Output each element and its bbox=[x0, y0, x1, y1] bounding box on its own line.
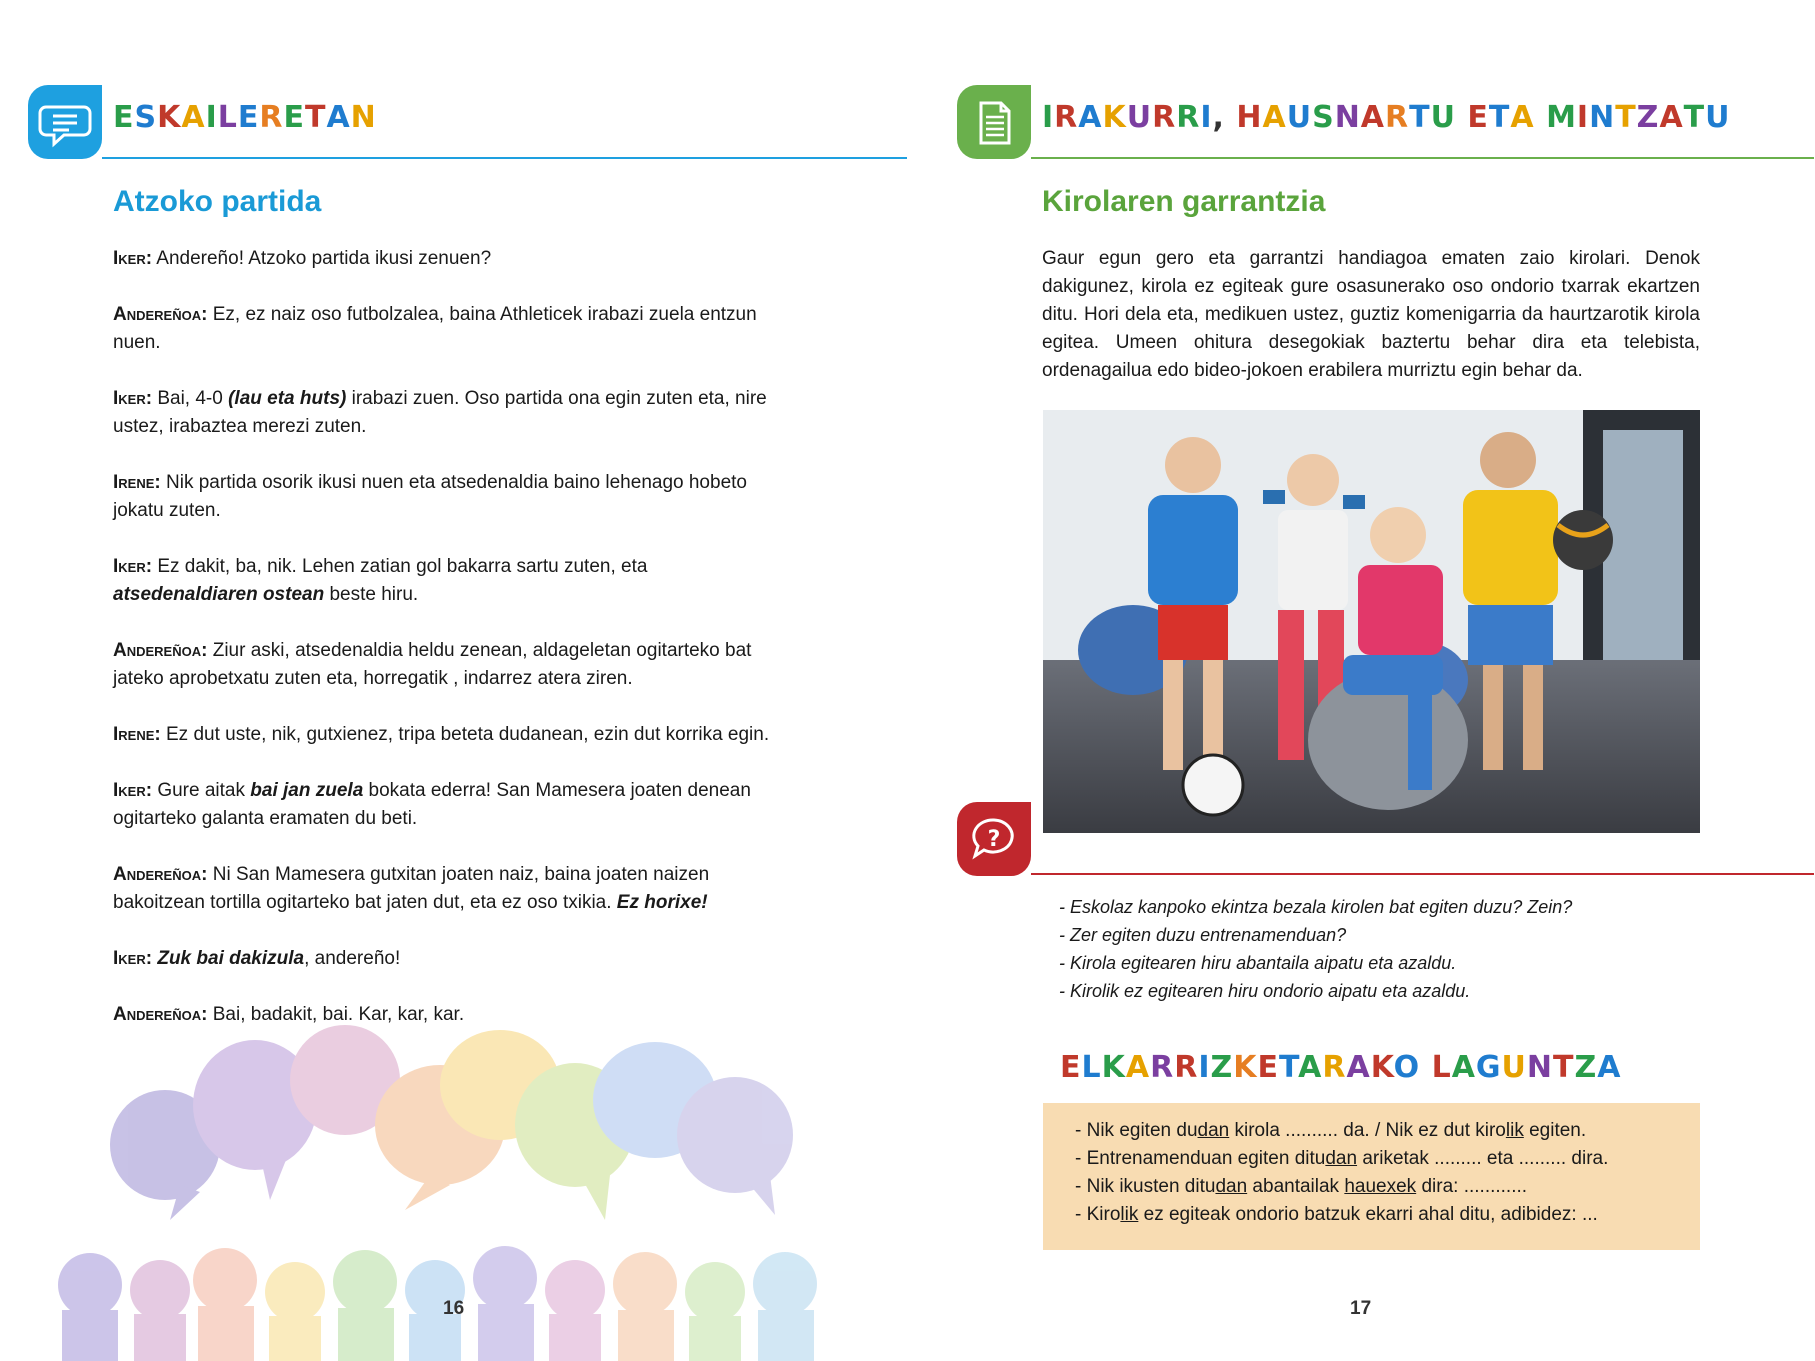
title-letter: N bbox=[350, 100, 377, 135]
emphasis-text: (lau eta huts) bbox=[228, 388, 347, 409]
section-title bbox=[1042, 100, 1731, 135]
title-letter: R bbox=[1054, 100, 1079, 135]
dialog-text: Andereño! Atzoko partida ikusi zenuen? bbox=[152, 248, 492, 269]
svg-text:?: ? bbox=[987, 827, 1001, 852]
dialog-text: Bai, 4-0 bbox=[152, 388, 229, 409]
dialog-turn bbox=[113, 301, 773, 357]
help-phrases bbox=[1075, 1117, 1608, 1229]
title-letter: O bbox=[1393, 1050, 1421, 1085]
speech-bubble-icon bbox=[28, 85, 102, 159]
dialog bbox=[113, 245, 773, 1057]
dialog-text: , andereño! bbox=[304, 948, 401, 969]
speaker-name: Iker: bbox=[113, 556, 153, 577]
dialog-text: Ez, ez naiz oso futbolzalea, baina Athleticek irabazi zuela entzun nuen. bbox=[113, 304, 757, 353]
title-letter: L bbox=[1431, 1050, 1452, 1085]
dialog-text: Bai, badakit, bai. Kar, kar, kar. bbox=[207, 1004, 465, 1025]
title-letter: S bbox=[1312, 100, 1335, 135]
help-text: - Kiro bbox=[1075, 1204, 1121, 1225]
title-letter: T bbox=[304, 100, 327, 135]
children-fitness-photo bbox=[1043, 410, 1700, 833]
title-letter: A bbox=[1597, 1050, 1622, 1085]
title-letter: R bbox=[1176, 100, 1201, 135]
title-letter bbox=[1456, 100, 1467, 135]
title-letter: A bbox=[1078, 100, 1103, 135]
speaker-name: Andereñoa: bbox=[113, 864, 208, 885]
dialog-text: Ez dakit, ba, nik. Lehen zatian gol bakarra sartu zuten, eta bbox=[152, 556, 648, 577]
speaker-name: Iker: bbox=[113, 248, 153, 269]
title-letter: K bbox=[1233, 1050, 1258, 1085]
intro-paragraph: Gaur egun gero eta garrantzi handiagoa ematen zaio kirolari. Denok dakigunez, kirola ez egiteak gure osasunerako oso ondorio txarrak ekartzen ditu. Hori dela eta, medikuen ustez, guztiz komenigarria da haurtzarotik kirola egitea. Umeen ohitura desegokiak baztertu behar dira eta telebista, ordenagailua edo bideo-jokoen erabilera murriztu egin behar da. bbox=[1042, 248, 1700, 381]
emphasis-text: bai jan zuela bbox=[250, 780, 364, 801]
page-heading: Atzoko partida bbox=[113, 185, 322, 218]
speaker-name: Iker: bbox=[113, 388, 153, 409]
help-phrase bbox=[1075, 1201, 1608, 1229]
help-text: ariketak ......... eta ......... dira. bbox=[1357, 1148, 1609, 1169]
underlined-suffix: dan bbox=[1197, 1120, 1230, 1141]
title-letter: A bbox=[181, 100, 206, 135]
section-rule bbox=[102, 157, 907, 159]
title-letter: R bbox=[1150, 1050, 1175, 1085]
title-letter: N bbox=[1526, 1050, 1554, 1085]
title-letter: A bbox=[1659, 100, 1684, 135]
speaker-name: Andereñoa: bbox=[113, 304, 208, 325]
title-letter: , bbox=[1212, 100, 1225, 135]
dialog-turn bbox=[113, 637, 773, 693]
dialog-turn bbox=[113, 777, 773, 833]
speaker-name: Iker: bbox=[113, 948, 153, 969]
title-letter: N bbox=[1589, 100, 1616, 135]
dialog-turn bbox=[113, 945, 773, 973]
emphasis-text: Ez horixe! bbox=[616, 892, 708, 913]
question-rule bbox=[1031, 873, 1814, 875]
title-letter: A bbox=[326, 100, 351, 135]
title-letter: E bbox=[1060, 1050, 1082, 1085]
title-letter bbox=[1535, 100, 1546, 135]
title-letter: R bbox=[1385, 100, 1410, 135]
discussion-questions bbox=[1059, 893, 1572, 1005]
title-letter: T bbox=[1488, 100, 1511, 135]
title-letter: A bbox=[1298, 1050, 1323, 1085]
title-letter: G bbox=[1475, 1050, 1502, 1085]
title-letter: L bbox=[217, 100, 238, 135]
help-text: kirola .......... da. / Nik ez dut kiro bbox=[1229, 1120, 1506, 1141]
title-letter: E bbox=[113, 100, 135, 135]
title-letter: I bbox=[1198, 1050, 1211, 1085]
title-letter: A bbox=[1346, 1050, 1371, 1085]
dialog-text: Nik partida osorik ikusi nuen eta atsedenaldia baino lehenago hobeto jokatu zuten. bbox=[113, 472, 747, 521]
dialog-turn bbox=[113, 245, 773, 273]
title-letter: I bbox=[1042, 100, 1055, 135]
title-letter: E bbox=[237, 100, 260, 135]
question-item: - Kirolik ez egitearen hiru ondorio aipatu eta azaldu. bbox=[1059, 981, 1471, 1001]
title-letter: U bbox=[1126, 100, 1153, 135]
left-page bbox=[0, 0, 907, 1361]
underlined-suffix: lik bbox=[1505, 1120, 1524, 1141]
help-text: egiten. bbox=[1523, 1120, 1587, 1141]
dialog-turn bbox=[113, 469, 773, 525]
title-letter: T bbox=[1409, 100, 1431, 135]
dialog-text: Gure aitak bbox=[152, 780, 251, 801]
page-heading: Kirolaren garrantzia bbox=[1042, 185, 1326, 218]
title-letter: S bbox=[134, 100, 158, 135]
title-letter: L bbox=[1081, 1050, 1102, 1085]
emphasis-text: Zuk bai dakizula bbox=[157, 948, 305, 969]
underlined-suffix: lik bbox=[1120, 1204, 1139, 1225]
dialog-text: irabazi zuen. Oso partida ona egin zuten eta, nire ustez, irabaztea merezi zuten. bbox=[113, 388, 767, 437]
help-text: - Entrenamenduan egiten ditu bbox=[1075, 1148, 1326, 1169]
speaker-name: Irene: bbox=[113, 724, 161, 745]
speaker-name: Andereñoa: bbox=[113, 640, 208, 661]
title-letter: K bbox=[1102, 100, 1127, 135]
question-bubble-icon bbox=[957, 802, 1031, 876]
title-letter: I bbox=[1576, 100, 1590, 135]
title-letter: Z bbox=[1210, 1050, 1234, 1085]
page-number: 16 bbox=[443, 1298, 465, 1319]
title-letter: Z bbox=[1574, 1050, 1598, 1085]
help-section-title bbox=[1060, 1050, 1621, 1085]
right-page bbox=[907, 0, 1814, 1361]
help-text: abantailak bbox=[1247, 1176, 1345, 1197]
title-letter: U bbox=[1430, 100, 1456, 135]
title-letter: I bbox=[1200, 100, 1213, 135]
dialog-turn bbox=[113, 385, 773, 441]
title-letter: T bbox=[1615, 100, 1637, 135]
dialog-text: bokata ederra! San Mamesera joaten denean ogitarteko galanta eramaten du beti. bbox=[113, 780, 751, 829]
title-letter: T bbox=[1279, 1050, 1299, 1085]
title-letter bbox=[1420, 1050, 1431, 1085]
title-letter: E bbox=[283, 100, 305, 135]
dialog-text: beste hiru. bbox=[324, 584, 419, 605]
title-letter: U bbox=[1705, 100, 1731, 135]
title-letter: K bbox=[1101, 1050, 1126, 1085]
title-letter: T bbox=[1553, 1050, 1575, 1085]
help-phrase bbox=[1075, 1145, 1608, 1173]
title-letter: K bbox=[157, 100, 182, 135]
title-letter: H bbox=[1236, 100, 1263, 135]
help-phrase bbox=[1075, 1173, 1608, 1201]
question-item: - Kirola egitearen hiru abantaila aipatu eta azaldu. bbox=[1059, 953, 1457, 973]
help-text: - Nik egiten du bbox=[1075, 1120, 1198, 1141]
title-letter: Z bbox=[1636, 100, 1660, 135]
title-letter: E bbox=[1257, 1050, 1279, 1085]
question-item: - Zer egiten duzu entrenamenduan? bbox=[1059, 925, 1347, 945]
speaker-name: Iker: bbox=[113, 780, 153, 801]
title-letter: R bbox=[1174, 1050, 1199, 1085]
title-letter: E bbox=[1467, 100, 1489, 135]
speaker-name: Andereñoa: bbox=[113, 1004, 208, 1025]
title-letter: N bbox=[1334, 100, 1361, 135]
dialog-turn bbox=[113, 861, 773, 917]
dialog-turn bbox=[113, 553, 773, 609]
underlined-suffix: dan bbox=[1215, 1176, 1248, 1197]
underlined-suffix: hauexek bbox=[1344, 1176, 1417, 1197]
page-number: 17 bbox=[1350, 1298, 1372, 1319]
title-letter bbox=[1225, 100, 1236, 135]
dialog-text: Ez dut uste, nik, gutxienez, tripa beteta dudanean, ezin dut korrika egin. bbox=[160, 724, 770, 745]
section-rule bbox=[1031, 157, 1814, 159]
title-letter: U bbox=[1286, 100, 1313, 135]
title-letter: M bbox=[1546, 100, 1577, 135]
conversation-help-box bbox=[1043, 1103, 1700, 1250]
help-text: ez egiteak ondorio batzuk ekarri ahal ditu, adibidez: ... bbox=[1138, 1204, 1598, 1225]
title-letter: T bbox=[1683, 100, 1706, 135]
title-letter: R bbox=[259, 100, 284, 135]
dialog-text: Ni San Mamesera gutxitan joaten naiz, baina joaten naizen bakoitzean tortilla ogitarteko bat jaten dut, eta ez oso txikia. bbox=[113, 864, 710, 913]
speech-bubbles-illustration bbox=[110, 1025, 800, 1225]
emphasis-text: atsedenaldiaren ostean bbox=[113, 584, 325, 605]
speaker-name: Irene: bbox=[113, 472, 161, 493]
question-item: - Eskolaz kanpoko ekintza bezala kirolen bat egiten duzu? Zein? bbox=[1059, 897, 1573, 917]
title-letter: A bbox=[1451, 1050, 1476, 1085]
title-letter: A bbox=[1125, 1050, 1151, 1085]
title-letter: U bbox=[1501, 1050, 1527, 1085]
title-letter: R bbox=[1152, 100, 1177, 135]
dialog-turn bbox=[113, 721, 773, 749]
document-icon bbox=[957, 85, 1031, 159]
help-text: dira: ............ bbox=[1416, 1176, 1528, 1197]
help-text: - Nik ikusten ditu bbox=[1075, 1176, 1216, 1197]
title-letter: I bbox=[205, 100, 218, 135]
title-letter: K bbox=[1370, 1050, 1394, 1085]
title-letter: R bbox=[1322, 1050, 1347, 1085]
title-letter: A bbox=[1510, 100, 1535, 135]
help-phrase bbox=[1075, 1117, 1608, 1145]
title-letter: A bbox=[1360, 100, 1386, 135]
dialog-text: Ziur aski, atsedenaldia heldu zenean, aldageletan ogitarteko bat jateko aprobetxatu zuten eta, horregatik , indarrez atera ziren. bbox=[113, 640, 752, 689]
underlined-suffix: dan bbox=[1325, 1148, 1358, 1169]
title-letter: A bbox=[1262, 100, 1287, 135]
section-title bbox=[113, 100, 377, 135]
